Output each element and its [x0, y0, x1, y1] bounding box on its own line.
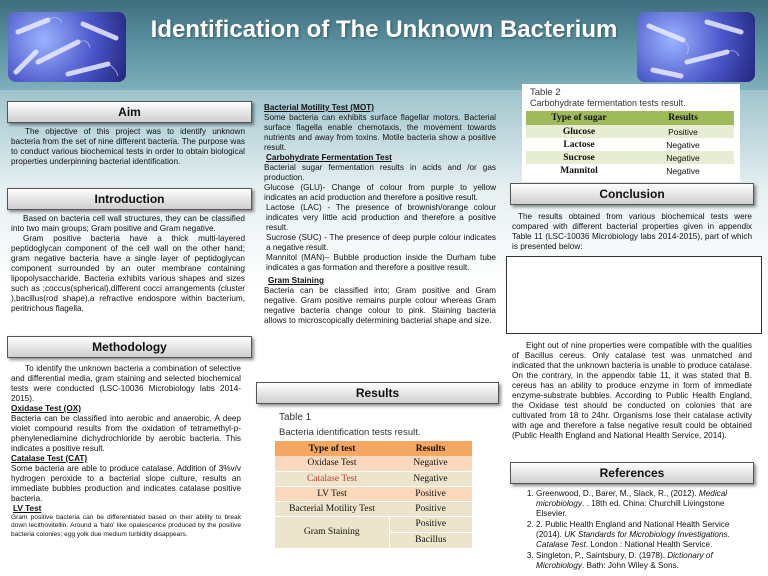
table2-panel — [522, 84, 740, 182]
middle-column-body — [264, 103, 496, 326]
table-row — [526, 125, 734, 138]
table2-cell: Negative — [666, 165, 700, 176]
reference-publisher: . London : National Health Service. — [585, 540, 713, 549]
table1-cell: Positive — [415, 488, 446, 499]
methodology-header: Methodology — [7, 336, 252, 358]
table1-cell: Positive — [415, 503, 446, 514]
lv-text: Gram positive bacteria can be differentiated based on their ability to break down lecithovitellin. Around a 'halo' like opalescence produced by the positive bacteria colonies; egg yolk due medium turbidity disappears. — [11, 514, 241, 538]
gram-staining-title: Gram Staining — [268, 276, 324, 285]
table1-header-cell: Type of test — [308, 443, 356, 454]
aim-header: Aim — [7, 101, 252, 123]
carbohydrate-title: Carbohydrate Fermentation Test — [266, 153, 392, 162]
results-table-2 — [526, 111, 734, 177]
table1-cell: Catalase Test — [306, 473, 358, 484]
reference-publisher: . Bath: John Wiley & Sons. — [581, 561, 679, 570]
table-row — [526, 138, 734, 151]
table2-cell: Negative — [666, 152, 700, 163]
reference-authors: Singleton, P., Saintsbury, D. (1978). — [536, 551, 668, 560]
reference-publisher: . . 18th ed. China: Churchill Livingstone Elsevier. — [536, 499, 725, 518]
table1-cell: LV Test — [317, 488, 347, 499]
oxidase-title: Oxidase Test (OX) — [11, 404, 81, 413]
table2-caption: Carbohydrate fermentation tests result. — [530, 98, 686, 108]
references-list — [516, 489, 754, 572]
reference-item — [536, 489, 754, 519]
lv-title: LV Test — [13, 504, 42, 513]
table2-label: Table 2 — [530, 87, 561, 98]
results-table-1 — [275, 441, 472, 548]
table-row — [275, 516, 472, 532]
reference-title: Dictionary of Microbiology — [536, 551, 713, 570]
reference-title: Medical microbiology — [536, 489, 728, 508]
reference-authors: 2. Public Health England and National Health Service (2014). — [536, 520, 730, 539]
aim-text: The objective of this project was to identify unknown bacteria from the set of nine different bacteria. The purpose was to conduct various biochemical tests in order to obtain biological properties underpinning bacterial identification. — [11, 127, 245, 166]
introduction-body — [11, 214, 245, 314]
table2-header-cell: Results — [668, 113, 698, 123]
sucrose-text: Sucrose (SUC) - The presence of deep purple colour indicates a negative result. — [266, 233, 496, 252]
conclusion-paragraph-2: Eight out of nine properties were compatible with the qualities of Bacillus cereus. Only catalase test was unmatched and indicated that the unknown bacteria is unable to produce catalase. On the contrary, in the appendix table 11, it was stated that B. cereus has an ability to produce enzyme in form of immediate enzyme-substrate bubbles. According to Public Health England, the Oxidase test should be conducted on colonies that are cultivated from 18 to 24hr. Organisms lose their catalase activity with age and therefore a false negative result could be obtained (Public Health England and National Health Service, 2014). — [512, 341, 752, 440]
carbohydrate-text: Bacterial sugar fermentation results in acids and /or gas production. — [264, 163, 496, 182]
catalase-title: Catalase Test (CAT) — [11, 454, 88, 463]
conclusion-header: Conclusion — [510, 183, 754, 205]
introduction-header: Introduction — [7, 188, 252, 210]
table2-cell: Mannitol — [560, 165, 598, 176]
table1-cell: Gram Staining — [275, 516, 389, 548]
table2-cell: Glucose — [562, 126, 596, 137]
table-row — [275, 456, 472, 471]
appendix-table-placeholder — [506, 256, 762, 334]
introduction-paragraph-1: Based on bacteria cell wall structures, they can be classified into two main groups; Gram positive and Gram negative. — [11, 214, 245, 233]
reference-authors: Greenwood, D., Barer, M., Slack, R., (2012). — [536, 489, 699, 498]
table1-cell: Bacterial Motility Test — [289, 503, 375, 514]
references-header: References — [510, 462, 754, 484]
conclusion-paragraph-1: The results obtained from various biochemical tests were compared with different bacterial properties given in appendix Table 11 (LSC-10036 Microbiology labs 2014-2015), part of which is presented below: — [512, 212, 752, 251]
table1-header-cell: Results — [415, 443, 446, 454]
table1-cell: Negative — [413, 458, 448, 469]
table1-cell: Oxidase Test — [307, 458, 357, 469]
results-header: Results — [256, 382, 499, 404]
table2-cell: Positive — [668, 126, 698, 137]
methodology-intro: To identify the unknown bacteria a combination of selective and differential media, gram staining and selected biochemical tests were conducted (LSC-10036 Microbiology labs 2014-2015). — [11, 364, 241, 403]
bacteria-image-right — [637, 12, 755, 82]
table1-label: Table 1 — [279, 412, 312, 423]
table-row — [275, 471, 472, 486]
table2-header-row — [526, 111, 734, 125]
table1-cell: Bacillus — [415, 535, 447, 546]
glucose-text: Glucose (GLU)- Change of colour from purple to yellow indicates an acid production and therefore a positive result. — [264, 183, 496, 202]
oxidase-text: Bacteria can be classified into aerobic and anaerobic. A deep violet compound results from the oxidation of tetramethyl-p-phenylenediamine dichydrochloride by aerobic bacteria. This indicates a positive result. — [11, 414, 241, 453]
methodology-body — [11, 364, 241, 539]
catalase-text: Some bacteria are able to produce catalase. Addition of 3%v/v hydrogen peroxide to a bacterial slope culture, results an immediate bubbles production and indicates catalase positive bacteria. — [11, 464, 241, 503]
table-row — [526, 151, 734, 164]
table1-caption: Bacteria identification tests result. — [279, 427, 421, 438]
gram-staining-text: Bacteria can be classified into; Gram positive and Gram negative. Gram positive remains purple colour whereas Gram negative bacteria change colour to pink. Staining bacteria allows to microscopically determining bacterial shape and size. — [264, 286, 496, 325]
bacteria-image-left — [8, 12, 126, 82]
table2-header-cell: Type of sugar — [551, 113, 607, 123]
motility-title: Bacterial Motility Test (MOT) — [264, 103, 374, 112]
motility-text: Some bacteria can exhibits surface flagellar motors. Bacterial surface flagella enable chemotaxis, the movement towards nutrients and away from toxins. Motile bacteria show a positive result. — [264, 113, 496, 152]
introduction-paragraph-2: Gram positive bacteria have a thick multi-layered peptidoglycan component of the cell wall on the other hand; gram negative bacteria have a single layer of peptidoglycan component surrounded by an outer membrane containing lipopolysaccharide. Bacteria exhibits various shapes and sizes such as ;coccus(spherical),different cocci arrangements (cluster ),bacillus(rod shape),a refractive endospore within bacterium, peritrichous flagella. — [11, 234, 245, 313]
mannitol-text: Mannitol (MAN)– Bubble production inside the Durham tube indicates a gas formation and therefore a positive result. — [266, 253, 496, 272]
table-row — [275, 501, 472, 516]
reference-item — [536, 520, 754, 550]
table1-cell: Positive — [389, 516, 472, 532]
table-row — [275, 486, 472, 501]
reference-item — [536, 551, 754, 571]
poster-title: Identification of The Unknown Bacterium — [150, 16, 618, 43]
table1-header-row — [275, 441, 472, 456]
table2-cell: Negative — [666, 139, 700, 150]
table-row — [526, 164, 734, 177]
table1-cell: Negative — [413, 473, 448, 484]
reference-title: UK Standards for Microbiology Investigations. Catalase Test — [536, 530, 730, 549]
lactose-text: Lactose (LAC) - The presence of brownish/orange colour indicates very little acid production and therefore a positive result. — [266, 203, 496, 232]
table2-cell: Lactose — [563, 139, 595, 150]
table2-cell: Sucrose — [563, 152, 595, 163]
